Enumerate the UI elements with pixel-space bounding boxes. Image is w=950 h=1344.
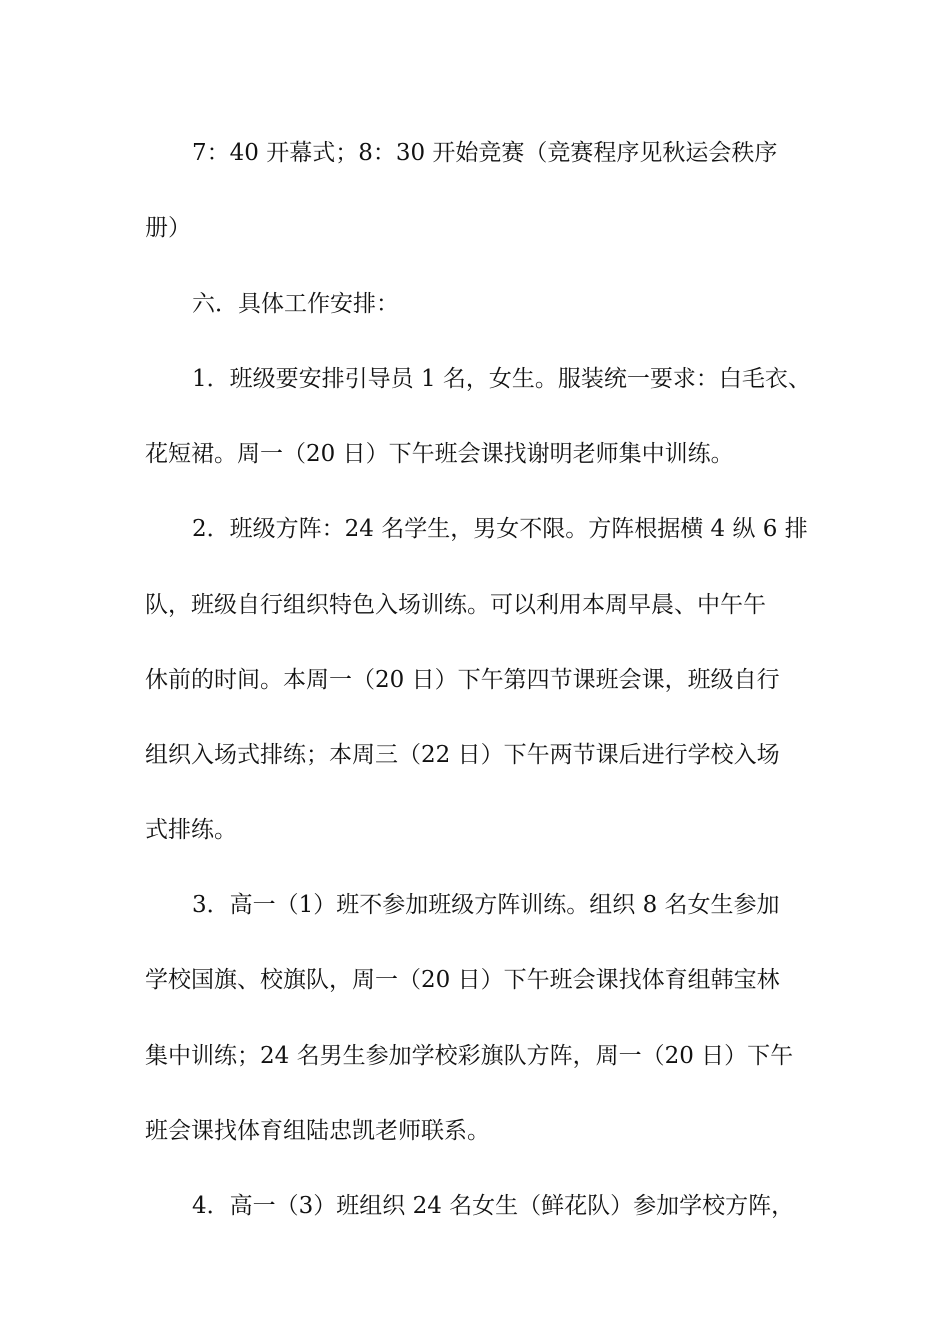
text-line: 学校国旗、校旗队，周一（20 日）下午班会课找体育组韩宝林 [145,967,780,993]
text-line: 休前的时间。本周一（20 日）下午第四节课班会课，班级自行 [145,667,780,693]
section-heading: 六．具体工作安排： [192,291,399,317]
text-line: 集中训练；24 名男生参加学校彩旗队方阵，周一（20 日）下午 [145,1043,794,1069]
text-line: 册） [145,215,191,241]
text-line: 班会课找体育组陆忠凯老师联系。 [145,1118,490,1144]
text-line: 队，班级自行组织特色入场训练。可以利用本周早晨、中午午 [145,592,766,618]
text-line: 4．高一（3）班组织 24 名女生（鲜花队）参加学校方阵， [192,1193,795,1219]
text-line: 3．高一（1）班不参加班级方阵训练。组织 8 名女生参加 [192,892,780,918]
text-line: 组织入场式排练；本周三（22 日）下午两节课后进行学校入场 [145,742,780,768]
text-line: 7：40 开幕式；8：30 开始竞赛（竞赛程序见秋运会秩序 [192,140,778,166]
text-line: 花短裙。周一（20 日）下午班会课找谢明老师集中训练。 [145,441,734,467]
text-line: 2．班级方阵：24 名学生，男女不限。方阵根据横 4 纵 6 排 [192,516,808,542]
text-line: 式排练。 [145,817,237,843]
text-line: 1．班级要安排引导员 1 名，女生。服装统一要求：白毛衣、 [192,366,811,392]
